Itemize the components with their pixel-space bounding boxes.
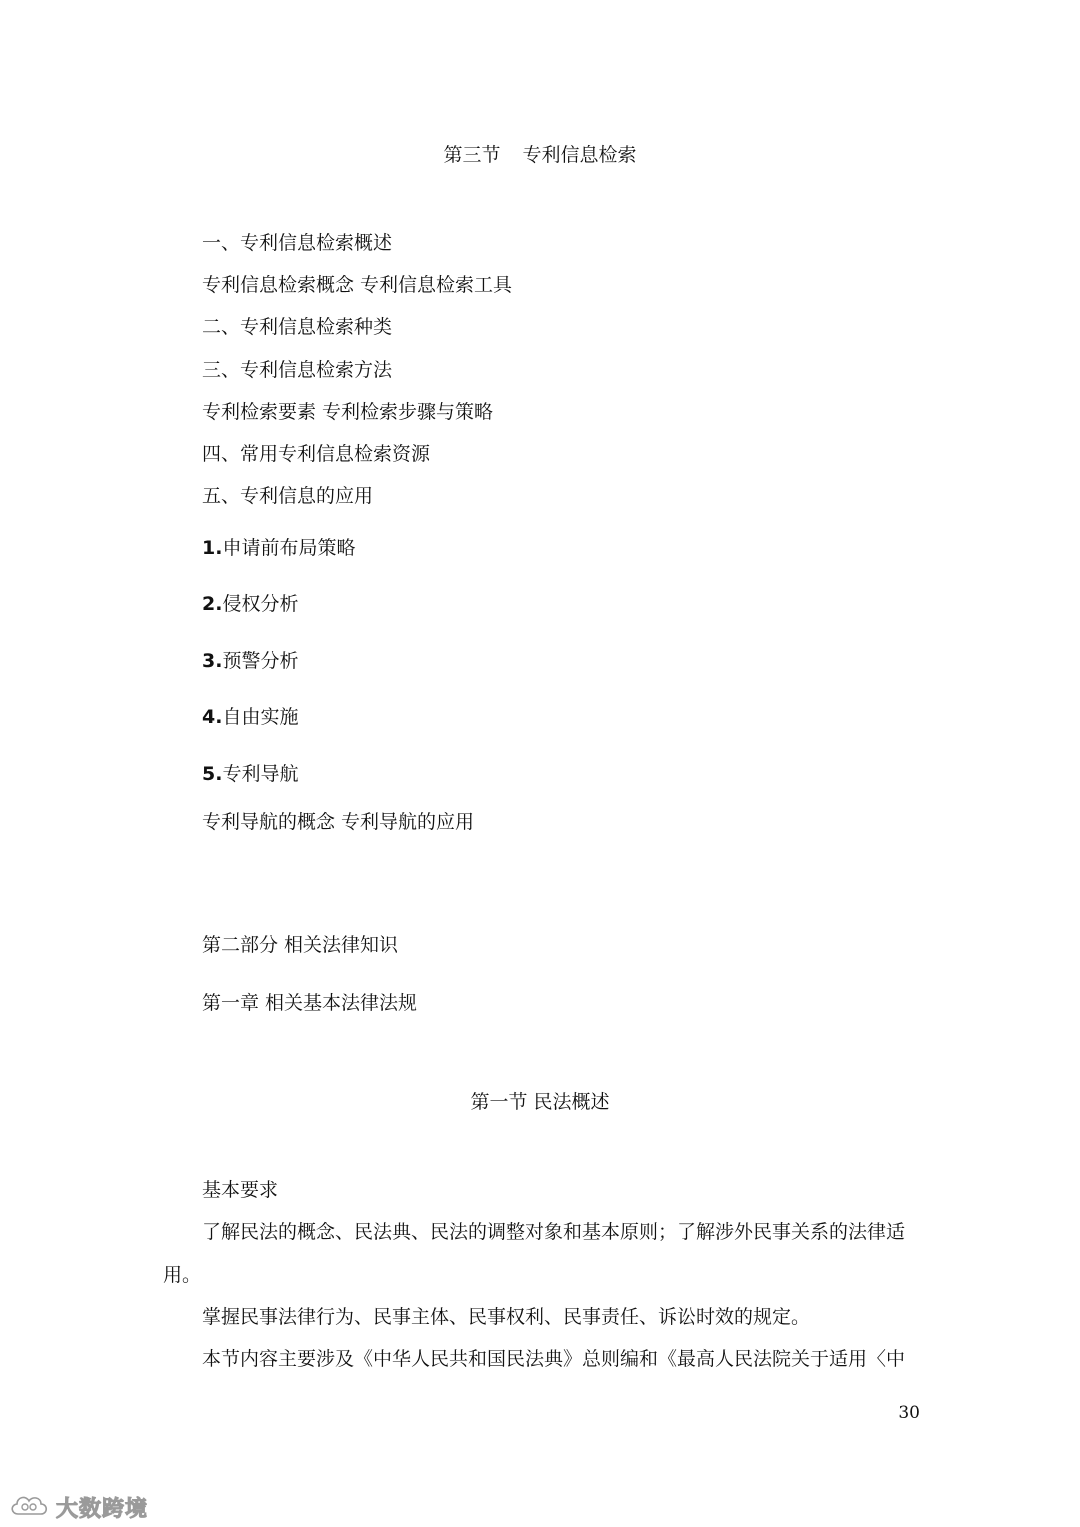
application-number: 3. [202,650,223,672]
part-heading: 第二部分 相关法律知识 [202,934,399,956]
application-number: 4. [202,706,223,728]
paragraph-line: 本节内容主要涉及《中华人民共和国民法典》总则编和《最高人民法院关于适用〈中 [202,1348,906,1370]
watermark [8,1490,148,1524]
requirements-heading: 基本要求 [202,1179,279,1201]
outline-item: 五、专利信息的应用 [202,485,374,507]
outline-item: 三、专利信息检索方法 [202,359,393,381]
application-number: 2. [202,593,223,615]
application-number: 1. [202,537,223,559]
watermark-text: 大数跨境 [56,1496,149,1522]
application-text: 专利导航 [222,763,299,785]
page-number: 30 [898,1403,920,1423]
paragraph-line: 掌握民事法律行为、民事主体、民事权利、民事责任、诉讼时效的规定。 [202,1306,811,1328]
application-item [202,536,355,560]
outline-item: 四、常用专利信息检索资源 [202,443,431,465]
application-item [202,762,298,786]
section-title: 专利信息检索 [522,144,637,166]
outline-item: 专利信息检索概念 专利信息检索工具 [202,274,513,296]
application-text: 自由实施 [222,706,299,728]
paragraph-line: 用。 [163,1264,202,1286]
section-heading-civil-law: 第一节 民法概述 [470,1091,610,1113]
chapter-heading: 第一章 相关基本法律法规 [202,992,418,1014]
section-prefix: 第三节 [443,144,501,166]
application-text: 预警分析 [222,650,299,672]
outline-item: 专利检索要素 专利检索步骤与策略 [202,401,494,423]
outline-item: 二、专利信息检索种类 [202,316,393,338]
application-text: 申请前布局策略 [222,537,356,559]
application-text: 侵权分析 [222,593,299,615]
section-heading [0,143,1080,167]
outline-item: 一、专利信息检索概述 [202,232,393,254]
application-item [202,705,298,729]
application-number: 5. [202,763,223,785]
cloud-logo-icon [8,1490,50,1524]
paragraph-line: 了解民法的概念、民法典、民法的调整对象和基本原则；了解涉外民事关系的法律适 [202,1221,906,1243]
application-item [202,649,298,673]
navigation-line: 专利导航的概念 专利导航的应用 [202,811,475,833]
application-item [202,592,298,616]
